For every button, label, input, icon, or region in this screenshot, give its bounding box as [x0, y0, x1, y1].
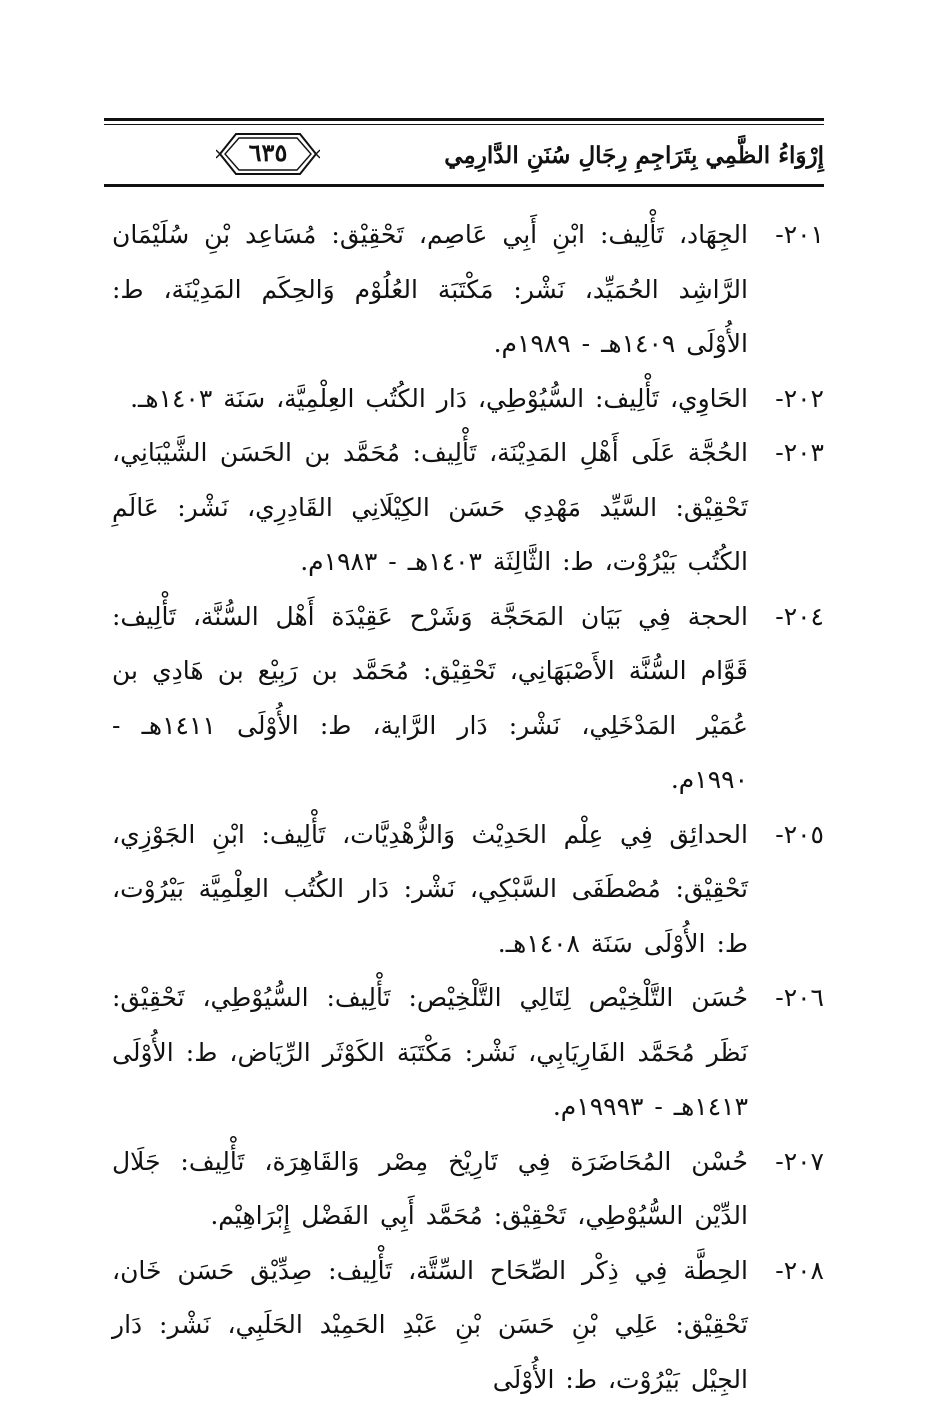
page-number-badge — [216, 128, 320, 180]
bibliography-entry — [112, 971, 824, 1135]
bibliography-entry — [112, 372, 824, 427]
entry-number: ٢٠١- — [748, 208, 824, 263]
entry-text: الحَاوِي، تَأْلِيف: السُّيُوْطِي، دَار الكُتُب العِلْمِيَّة، سَنَة ١٤٠٣هـ. — [112, 372, 748, 427]
entry-number: ٢٠٤- — [748, 590, 824, 645]
entry-text: الحجة فِي بَيَان المَحَجَّة وَشَرْح عَقِيْدَة أَهْل السُّنَّة، تَأْلِيف: قَوَّام السُّنَّة الأَصْبَهَانِي، تَحْقِيْق: مُحَمَّد بن رَبِيْع بن هَادِي بن عُمَيْر المَدْخَلِي، نَشْر: دَار الرَّاية، ط: الأُوْلَى ١٤١١هـ - ١٩٩٠م. — [112, 590, 748, 808]
bibliography-entry — [112, 1135, 824, 1244]
entry-text: الجِهَاد، تَأْلِيف: ابْنِ أَبِي عَاصِم، تَحْقِيْق: مُسَاعِد بْنِ سُلَيْمَان الرَّاشِد الحُمَيِّد، نَشْر: مَكْتَبَة العُلُوْم وَالحِكَم المَدِيْنَة، ط: الأُوْلَى ١٤٠٩هـ - ١٩٨٩م. — [112, 208, 748, 372]
bibliography-entry — [112, 808, 824, 972]
entry-number: ٢٠٦- — [748, 971, 824, 1026]
bibliography-list — [112, 208, 824, 1407]
bibliography-entry — [112, 208, 824, 372]
entry-number: ٢٠٥- — [748, 808, 824, 863]
entry-number: ٢٠٣- — [748, 426, 824, 481]
entry-text: الحدائِق فِي عِلْم الحَدِيْث وَالزُّهْدِيَّات، تَأْلِيف: ابْنِ الجَوْزِي، تَحْقِيْق: مُصْطَفَى السَّبْكِي، نَشْر: دَار الكُتُب العِلْمِيَّة بَيْرُوْت، ط: الأُوْلَى سَنَة ١٤٠٨هـ. — [112, 808, 748, 972]
entry-number: ٢٠٧- — [748, 1135, 824, 1190]
bibliography-entry — [112, 426, 824, 590]
entry-number: ٢٠٢- — [748, 372, 824, 427]
entry-text: حُسْن المُحَاضَرَة فِي تَارِيْخ مِصْر وَالقَاهِرَة، تَأْلِيف: جَلَال الدِّيْن السُّيُوْطِي، تَحْقِيْق: مُحَمَّد أَبِي الفَضْل إِبْرَاهِيْم. — [112, 1135, 748, 1244]
header-thin-rule — [104, 124, 824, 125]
running-header — [104, 118, 824, 190]
header-bottom-rule — [104, 184, 824, 187]
entry-text: حُسَن التَّلْخِيْص لِتَالِي التَّلْخِيْص: تَأْلِيف: السُّيُوْطِي، تَحْقِيْق: نَظَر مُحَمَّد الفَارِيَابِي، نَشْر: مَكْتَبَة الكَوْثَر الرِّيَاض، ط: الأُوْلَى ١٤١٣هـ - ١٩٩٩٣م. — [112, 971, 748, 1135]
bibliography-entry — [112, 590, 824, 808]
page-number: ٦٣٥ — [216, 138, 320, 167]
entry-text: الحُجَّة عَلَى أَهْلِ المَدِيْنَة، تَأْلِيف: مُحَمَّد بن الحَسَن الشَّيْبَانِي، تَحْقِيْق: السَّيِّد مَهْدِي حَسَن الكِيْلَانِي القَادِرِي، نَشْر: عَالَمِ الكُتُب بَيْرُوْت، ط: الثَّالِثَة ١٤٠٣هـ - ١٩٨٣م. — [112, 426, 748, 590]
header-top-rule — [104, 118, 824, 121]
entry-text: الحِطَّة فِي ذِكْر الصِّحَاح السِّتَّة، تَأْلِيف: صِدِّيْق حَسَن خَان، تَحْقِيْق: عَلِي بْنِ حَسَن بْنِ عَبْدِ الحَمِيْد الحَلَبِي، نَشْر: دَار الجِيْل بَيْرُوْت، ط: الأُوْلَى — [112, 1244, 748, 1407]
bibliography-entry — [112, 1244, 824, 1407]
running-title: إِرْوَاءُ الظَّمِي بِتَرَاجِمِ رِجَالِ سُنَنِ الدَّارِمِي — [444, 142, 824, 169]
entry-number: ٢٠٨- — [748, 1244, 824, 1299]
